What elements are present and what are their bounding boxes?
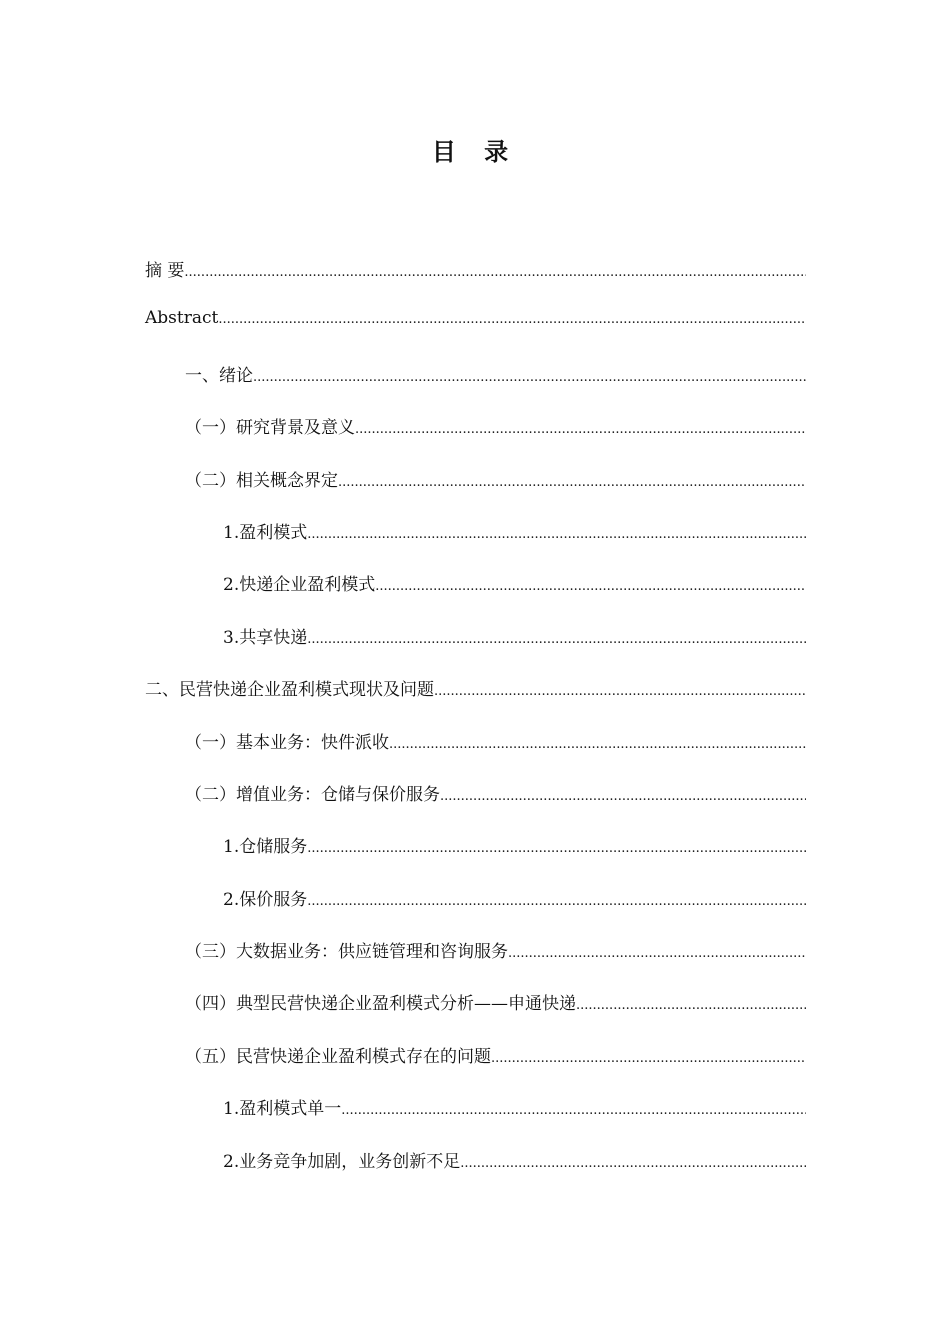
page-title: 目 录 [431, 137, 519, 166]
toc-entry[interactable] [145, 466, 806, 518]
toc-entry-label: （一）研究背景及意义 [185, 418, 355, 439]
toc-dot-leader [576, 998, 806, 1013]
toc-entry-label: 摘 要 [145, 261, 185, 281]
toc-entry-label: （二）增值业务：仓储与保价服务 [185, 784, 440, 805]
toc-entry[interactable] [145, 256, 806, 308]
toc-dot-leader [307, 527, 806, 542]
toc-entry[interactable] [145, 1094, 806, 1146]
toc-entry[interactable] [145, 518, 806, 570]
toc-dot-leader [375, 579, 806, 594]
toc-entry-label: （三）大数据业务：供应链管理和咨询服务 [185, 942, 508, 963]
toc-dot-leader [307, 632, 806, 647]
toc-entry[interactable] [145, 623, 806, 675]
toc-dot-leader [355, 422, 806, 437]
toc-entry-label: （一）基本业务：快件派收 [185, 732, 389, 753]
toc-entry-label: 3.共享快递 [223, 627, 308, 648]
toc-entry-label: 1.盈利模式单一 [223, 1099, 342, 1120]
toc-entry-label: 2.业务竞争加剧，业务创新不足 [223, 1151, 461, 1172]
toc-entry[interactable] [145, 570, 806, 622]
toc-entry-label: 1.盈利模式 [223, 522, 308, 543]
toc-dot-leader [440, 789, 806, 804]
toc-entry-label: 一、绪论 [185, 365, 253, 386]
toc-dot-leader [491, 1051, 806, 1066]
toc-entry[interactable] [145, 1042, 806, 1094]
toc-dot-leader [253, 370, 806, 385]
toc-entry-label: 1.仓储服务 [223, 837, 308, 858]
toc-entry-label: 2.保价服务 [223, 889, 308, 910]
toc-dot-leader [508, 946, 806, 961]
toc-dot-leader [434, 684, 806, 699]
toc-entry[interactable] [145, 675, 806, 727]
toc-entry[interactable] [145, 308, 806, 360]
toc-dot-leader [338, 475, 806, 490]
toc-entry[interactable] [145, 361, 806, 413]
toc-entry[interactable] [145, 885, 806, 937]
toc-dot-leader [307, 841, 806, 856]
toc-entry-label: Abstract [145, 308, 219, 329]
toc-entry[interactable] [145, 989, 806, 1041]
table-of-contents [145, 256, 806, 1199]
toc-entry[interactable] [145, 780, 806, 832]
toc-entry[interactable] [145, 728, 806, 780]
toc-entry[interactable] [145, 832, 806, 884]
toc-entry-label: 二、民营快递企业盈利模式现状及问题 [145, 680, 434, 701]
toc-dot-leader [307, 894, 806, 909]
toc-dot-leader [460, 1156, 806, 1171]
toc-entry[interactable] [145, 937, 806, 989]
toc-dot-leader [389, 737, 806, 752]
toc-dot-leader [341, 1103, 806, 1118]
toc-dot-leader [184, 265, 806, 280]
toc-entry[interactable] [145, 1147, 806, 1199]
toc-entry-label: （二）相关概念界定 [185, 470, 338, 491]
toc-dot-leader [218, 312, 806, 327]
toc-entry[interactable] [145, 413, 806, 465]
toc-entry-label: （四）典型民营快递企业盈利模式分析——申通快递 [185, 994, 576, 1015]
toc-entry-label: 2.快递企业盈利模式 [223, 575, 376, 596]
toc-entry-label: （五）民营快递企业盈利模式存在的问题 [185, 1046, 491, 1067]
